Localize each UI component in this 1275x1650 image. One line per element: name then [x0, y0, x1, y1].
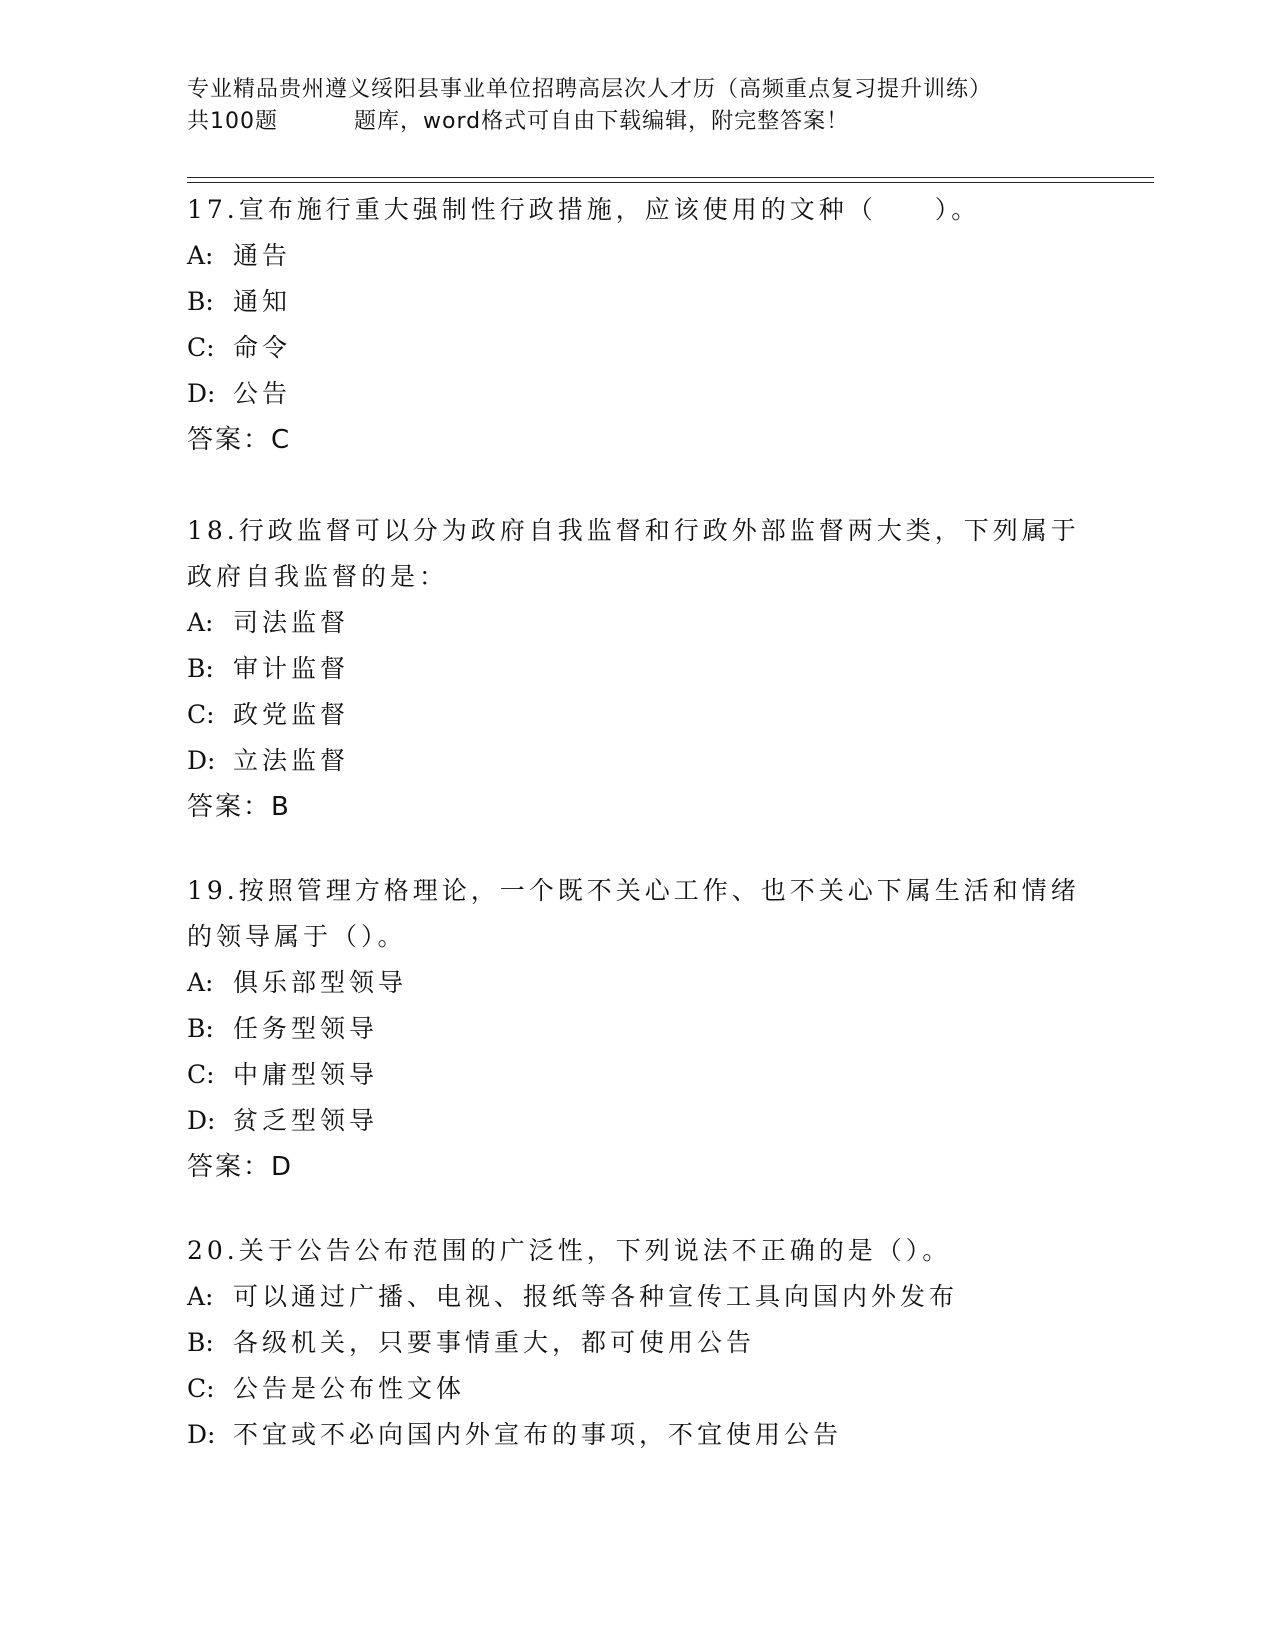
- option-letter: B:: [187, 1014, 214, 1043]
- document-header: [187, 74, 1087, 138]
- header-title-line: 专业精品贵州遵义绥阳县事业单位招聘高层次人才历（高频重点复习提升训练）: [187, 77, 993, 102]
- option-letter: C:: [187, 1060, 215, 1089]
- option-text: 通知: [233, 287, 292, 316]
- option-text: 审计监督: [233, 654, 350, 683]
- answer-line: 答案：D: [187, 1152, 294, 1182]
- option-a: [187, 600, 1087, 646]
- option-a: [187, 233, 1087, 279]
- option-letter: B:: [187, 654, 214, 683]
- option-text: 通告: [233, 241, 292, 270]
- option-text: 公告是公布性文体: [233, 1374, 466, 1403]
- option-text: 俱乐部型领导: [233, 968, 408, 997]
- option-text: 命令: [233, 333, 292, 362]
- option-text: 贫乏型领导: [233, 1106, 379, 1135]
- option-text: 立法监督: [233, 746, 350, 775]
- option-letter: D:: [187, 379, 216, 408]
- option-text: 司法监督: [233, 608, 350, 637]
- option-letter: C:: [187, 1374, 215, 1403]
- answer-line: 答案：C: [187, 425, 292, 455]
- option-letter: D:: [187, 1106, 216, 1135]
- option-text: 任务型领导: [233, 1014, 379, 1043]
- question-text: 19.按照管理方格理论，一个既不关心工作、也不关心下属生活和情绪的领导属于（）。: [187, 876, 1080, 951]
- header-divider-bottom: [187, 182, 1154, 183]
- option-letter: B:: [187, 287, 214, 316]
- option-letter: D:: [187, 746, 216, 775]
- question-19: [187, 868, 1087, 1190]
- option-c: [187, 1366, 1087, 1412]
- option-b: [187, 1320, 1087, 1366]
- question-17: [187, 187, 1087, 463]
- option-b: [187, 1006, 1087, 1052]
- option-letter: A:: [187, 1282, 214, 1311]
- option-a: [187, 960, 1087, 1006]
- option-c: [187, 1052, 1087, 1098]
- option-c: [187, 325, 1087, 371]
- header-format-note: 题库，word格式可自由下载编辑，附完整答案！: [354, 109, 850, 134]
- option-c: [187, 692, 1087, 738]
- option-letter: C:: [187, 333, 215, 362]
- question-18: [187, 508, 1087, 830]
- option-b: [187, 646, 1087, 692]
- option-d: [187, 371, 1087, 417]
- option-letter: A:: [187, 608, 214, 637]
- header-question-count: 共100题: [187, 109, 278, 134]
- option-a: [187, 1274, 1087, 1320]
- option-d: [187, 738, 1087, 784]
- option-b: [187, 279, 1087, 325]
- option-letter: D:: [187, 1420, 216, 1449]
- option-text: 中庸型领导: [233, 1060, 379, 1089]
- option-text: 可以通过广播、电视、报纸等各种宣传工具向国内外发布: [233, 1282, 959, 1311]
- option-text: 不宜或不必向国内外宣布的事项，不宜使用公告: [233, 1420, 843, 1449]
- header-subtitle-line: [187, 106, 1087, 138]
- option-d: [187, 1412, 1087, 1458]
- option-letter: B:: [187, 1328, 214, 1357]
- question-20: [187, 1228, 1087, 1458]
- option-text: 政党监督: [233, 700, 350, 729]
- question-text: 18.行政监督可以分为政府自我监督和行政外部监督两大类，下列属于政府自我监督的是：: [187, 516, 1080, 591]
- option-letter: C:: [187, 700, 215, 729]
- option-text: 公告: [233, 379, 292, 408]
- question-text: 17.宣布施行重大强制性行政措施，应该使用的文种（ ）。: [187, 195, 981, 224]
- option-letter: A:: [187, 241, 214, 270]
- option-text: 各级机关，只要事情重大，都可使用公告: [233, 1328, 756, 1357]
- question-text: 20.关于公告公布范围的广泛性，下列说法不正确的是（）。: [187, 1236, 952, 1265]
- option-d: [187, 1098, 1087, 1144]
- option-letter: A:: [187, 968, 214, 997]
- header-divider-top: [187, 177, 1154, 178]
- answer-line: 答案：B: [187, 792, 291, 822]
